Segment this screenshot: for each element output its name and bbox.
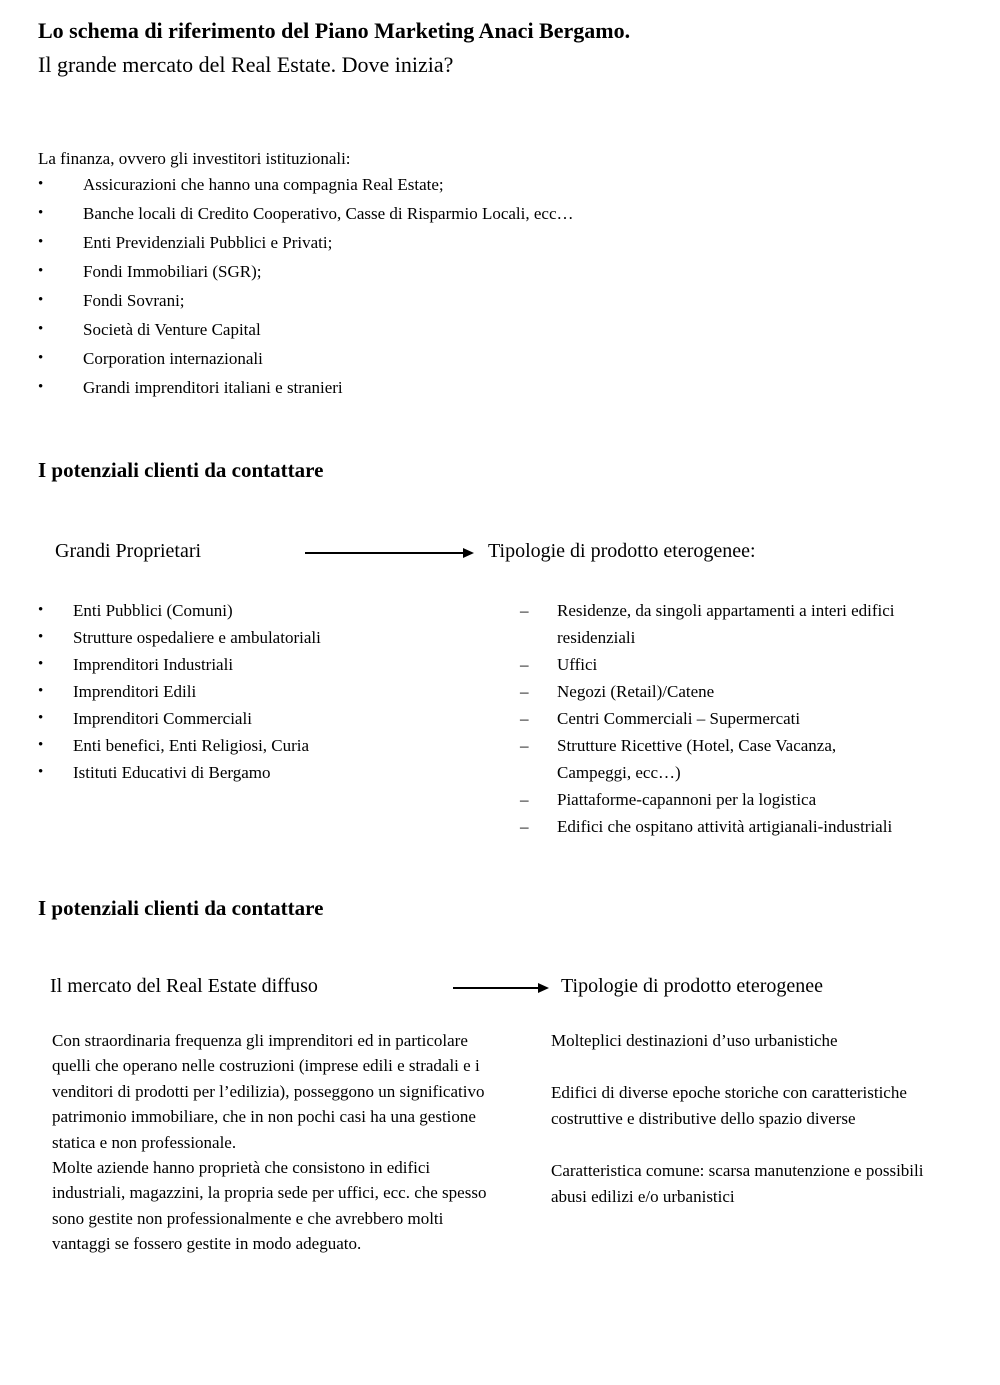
list-item: • Assicurazioni che hanno una compagnia Real Estate;	[38, 170, 960, 199]
finance-intro: La finanza, ovvero gli investitori istituzionali:	[38, 149, 351, 168]
right-arrow	[453, 983, 549, 993]
section1-left-title: Grandi Proprietari	[55, 540, 202, 562]
dash-icon: –	[520, 709, 529, 728]
diffuse-market-text	[38, 1028, 493, 1257]
list-item: • Banche locali di Credito Cooperativo, Casse di Risparmio Locali, ecc…	[38, 199, 960, 228]
list-item: – Edifici che ospitano attività artigianali-industriali	[520, 813, 957, 840]
list-item: • Fondi Sovrani;	[38, 286, 960, 315]
bullet-icon: •	[38, 602, 44, 618]
bullet-icon: •	[38, 764, 44, 780]
arrow-line	[305, 552, 463, 554]
dash-icon: –	[520, 655, 529, 674]
bullet-icon: •	[38, 205, 44, 221]
owners-list	[38, 597, 520, 786]
list-item: • Enti Pubblici (Comuni)	[38, 597, 520, 624]
list-item: – Centri Commerciali – Supermercati	[520, 705, 957, 732]
product-types-list	[520, 597, 957, 840]
dash-icon: –	[520, 601, 529, 620]
section2-left-title: Il mercato del Real Estate diffuso	[50, 975, 318, 997]
list-item: • Corporation internazionali	[38, 344, 960, 373]
list-item: • Enti benefici, Enti Religiosi, Curia	[38, 732, 520, 759]
list-item: • Imprenditori Industriali	[38, 651, 520, 678]
list-item: • Fondi Immobiliari (SGR);	[38, 257, 960, 286]
section2-heading: I potenziali clienti da contattare	[38, 896, 324, 920]
paragraph: Molte aziende hanno proprietà che consistono in edifici industriali, magazzini, la propria sede per uffici, ecc. che spesso sono gestite non professionalmente e che avrebbero molti vantaggi se fossero gestite in modo adeguato.	[52, 1158, 487, 1254]
bullet-icon: •	[38, 263, 44, 279]
paragraph: Edifici di diverse epoche storiche con caratteristiche costruttive e distributive dello spazio diverse	[551, 1083, 907, 1128]
bullet-icon: •	[38, 350, 44, 366]
product-characteristics-text	[551, 1028, 949, 1210]
arrow-head-icon	[463, 548, 474, 558]
arrow-head-icon	[538, 983, 549, 993]
section1-columns	[38, 597, 960, 840]
list-item: – Negozi (Retail)/Catene	[520, 678, 957, 705]
right-arrow	[305, 548, 474, 558]
section1-right-title: Tipologie di prodotto eterogenee:	[488, 540, 756, 562]
list-item: • Enti Previdenziali Pubblici e Privati;	[38, 228, 960, 257]
doc-title: Lo schema di riferimento del Piano Marketing Anaci Bergamo.	[38, 18, 631, 43]
arrow-line	[453, 987, 538, 989]
bullet-icon: •	[38, 656, 44, 672]
dash-icon: –	[520, 790, 529, 809]
list-item: • Società di Venture Capital	[38, 315, 960, 344]
section1-heading: I potenziali clienti da contattare	[38, 458, 324, 482]
bullet-icon: •	[38, 710, 44, 726]
dash-icon: –	[520, 736, 529, 755]
paragraph: Molteplici destinazioni d’uso urbanistiche	[551, 1031, 838, 1050]
bullet-icon: •	[38, 737, 44, 753]
paragraph: Caratteristica comune: scarsa manutenzione e possibili abusi edilizi e/o urbanistici	[551, 1161, 924, 1206]
list-item: • Imprenditori Edili	[38, 678, 520, 705]
bullet-icon: •	[38, 321, 44, 337]
section2-right-title: Tipologie di prodotto eterogenee	[561, 975, 823, 997]
bullet-icon: •	[38, 234, 44, 250]
list-item: • Imprenditori Commerciali	[38, 705, 520, 732]
list-item: – Strutture Ricettive (Hotel, Case Vacanza, Campeggi, ecc…)	[520, 732, 957, 786]
doc-subtitle: Il grande mercato del Real Estate. Dove inizia?	[38, 52, 454, 77]
bullet-icon: •	[38, 176, 44, 192]
section1-title-row	[38, 537, 960, 565]
dash-icon: –	[520, 682, 529, 701]
bullet-icon: •	[38, 292, 44, 308]
list-item: – Residenze, da singoli appartamenti a interi edifici residenziali	[520, 597, 957, 651]
list-item: • Grandi imprenditori italiani e stranieri	[38, 373, 960, 402]
section2-title-row	[38, 972, 960, 1000]
list-item: – Uffici	[520, 651, 957, 678]
bullet-icon: •	[38, 683, 44, 699]
bullet-icon: •	[38, 379, 44, 395]
section2-columns	[38, 1028, 960, 1257]
bullet-icon: •	[38, 629, 44, 645]
list-item: – Piattaforme-capannoni per la logistica	[520, 786, 957, 813]
finance-list	[38, 170, 960, 402]
list-item: • Strutture ospedaliere e ambulatoriali	[38, 624, 520, 651]
paragraph: Con straordinaria frequenza gli imprenditori ed in particolare quelli che operano nelle costruzioni (imprese edili e stradali e i venditori di prodotti per l’edilizia), posseggono un significativo patrimonio immobiliare, che in non pochi casi ha una gestione statica e non professionale.	[52, 1031, 485, 1152]
list-item: • Istituti Educativi di Bergamo	[38, 759, 520, 786]
dash-icon: –	[520, 817, 529, 836]
